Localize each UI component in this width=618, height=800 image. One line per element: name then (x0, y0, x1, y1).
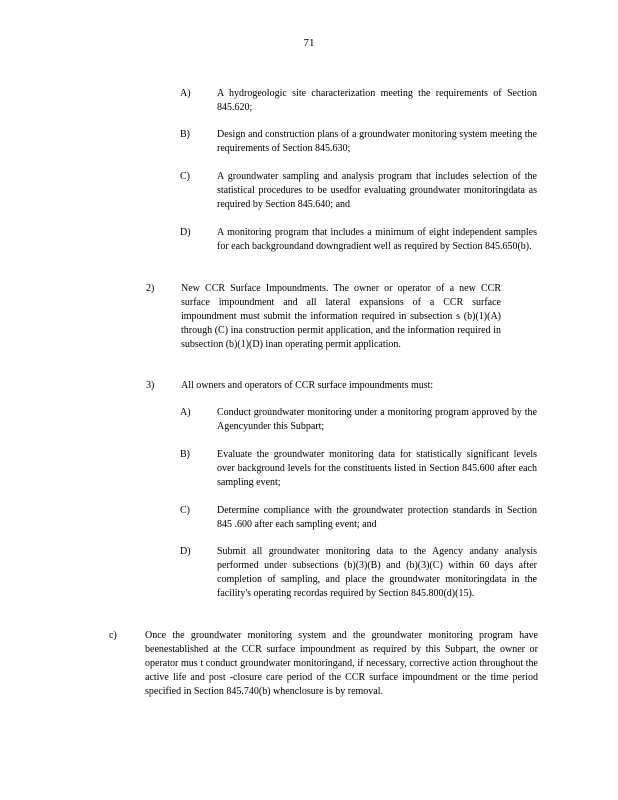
item-text: Determine compliance with the groundwater protection standards in Section 845 .600 after each sampling event; and (217, 505, 537, 530)
item-text: Submit all groundwater monitoring data to the Agency andany analysis performed under subsections (b)(3)(B) and (b)(3)(C) within 60 days after completion of sampling, and place the groundwater monitoringdata in the facility's operating recordas required by Section 845.800(d)(15). (217, 546, 537, 599)
item-text: A monitoring program that includes a minimum of eight independent samples for each backgroundand downgradient well as required by Section 845.650(b). (217, 227, 537, 252)
item-text: Evaluate the groundwater monitoring data for statistically significant levels over background levels for the constituents listed in Section 845.600 after each sampling event; (217, 449, 537, 488)
item-marker: 2) (146, 283, 155, 294)
item-marker: D) (180, 227, 191, 238)
item-marker: c) (109, 630, 117, 641)
item-marker: A) (180, 407, 191, 418)
item-marker: A) (180, 88, 191, 99)
item-marker: B) (180, 129, 190, 140)
item-text: A hydrogeologic site characterization meeting the requirements of Section 845.620; (217, 88, 537, 113)
item-text: Conduct groundwater monitoring under a monitoring program approved by the Agencyunder this Subpart; (217, 407, 537, 432)
item-marker: C) (180, 505, 190, 516)
item-marker: D) (180, 546, 191, 557)
item-text: Design and construction plans of a groundwater monitoring system meeting the requirements of Section 845.630; (217, 129, 537, 154)
page-number: 71 (303, 37, 315, 49)
item-marker: 3) (146, 380, 155, 391)
item-text: A groundwater sampling and analysis program that includes selection of the statistical procedures to be usedfor evaluating groundwater monitoringdata as required by Section 845.640; and (217, 171, 537, 210)
item-marker: C) (180, 171, 190, 182)
item-text: Once the groundwater monitoring system and the groundwater monitoring program have beenestablished at the CCR surface impoundment as required by this Subpart, the owner or operator mus t conduct groundwater monitoringand, if necessary, corrective action throughout the active life and post -closure care period of the CCR surface impoundment or the time period specified in Section 845.740(b) whenclosure is by removal. (145, 630, 538, 697)
item-marker: B) (180, 449, 190, 460)
item-text: New CCR Surface Impoundments. The owner or operator of a new CCR surface impoundment and all lateral expansions of a CCR surface impoundment must submit the information required in subsection s (b)(1)(A) through (C) ina construction permit application, and the information required in subsection (b)(1)(D) inan operating permit application. (181, 283, 501, 350)
item-text: All owners and operators of CCR surface impoundments must: (181, 380, 434, 391)
